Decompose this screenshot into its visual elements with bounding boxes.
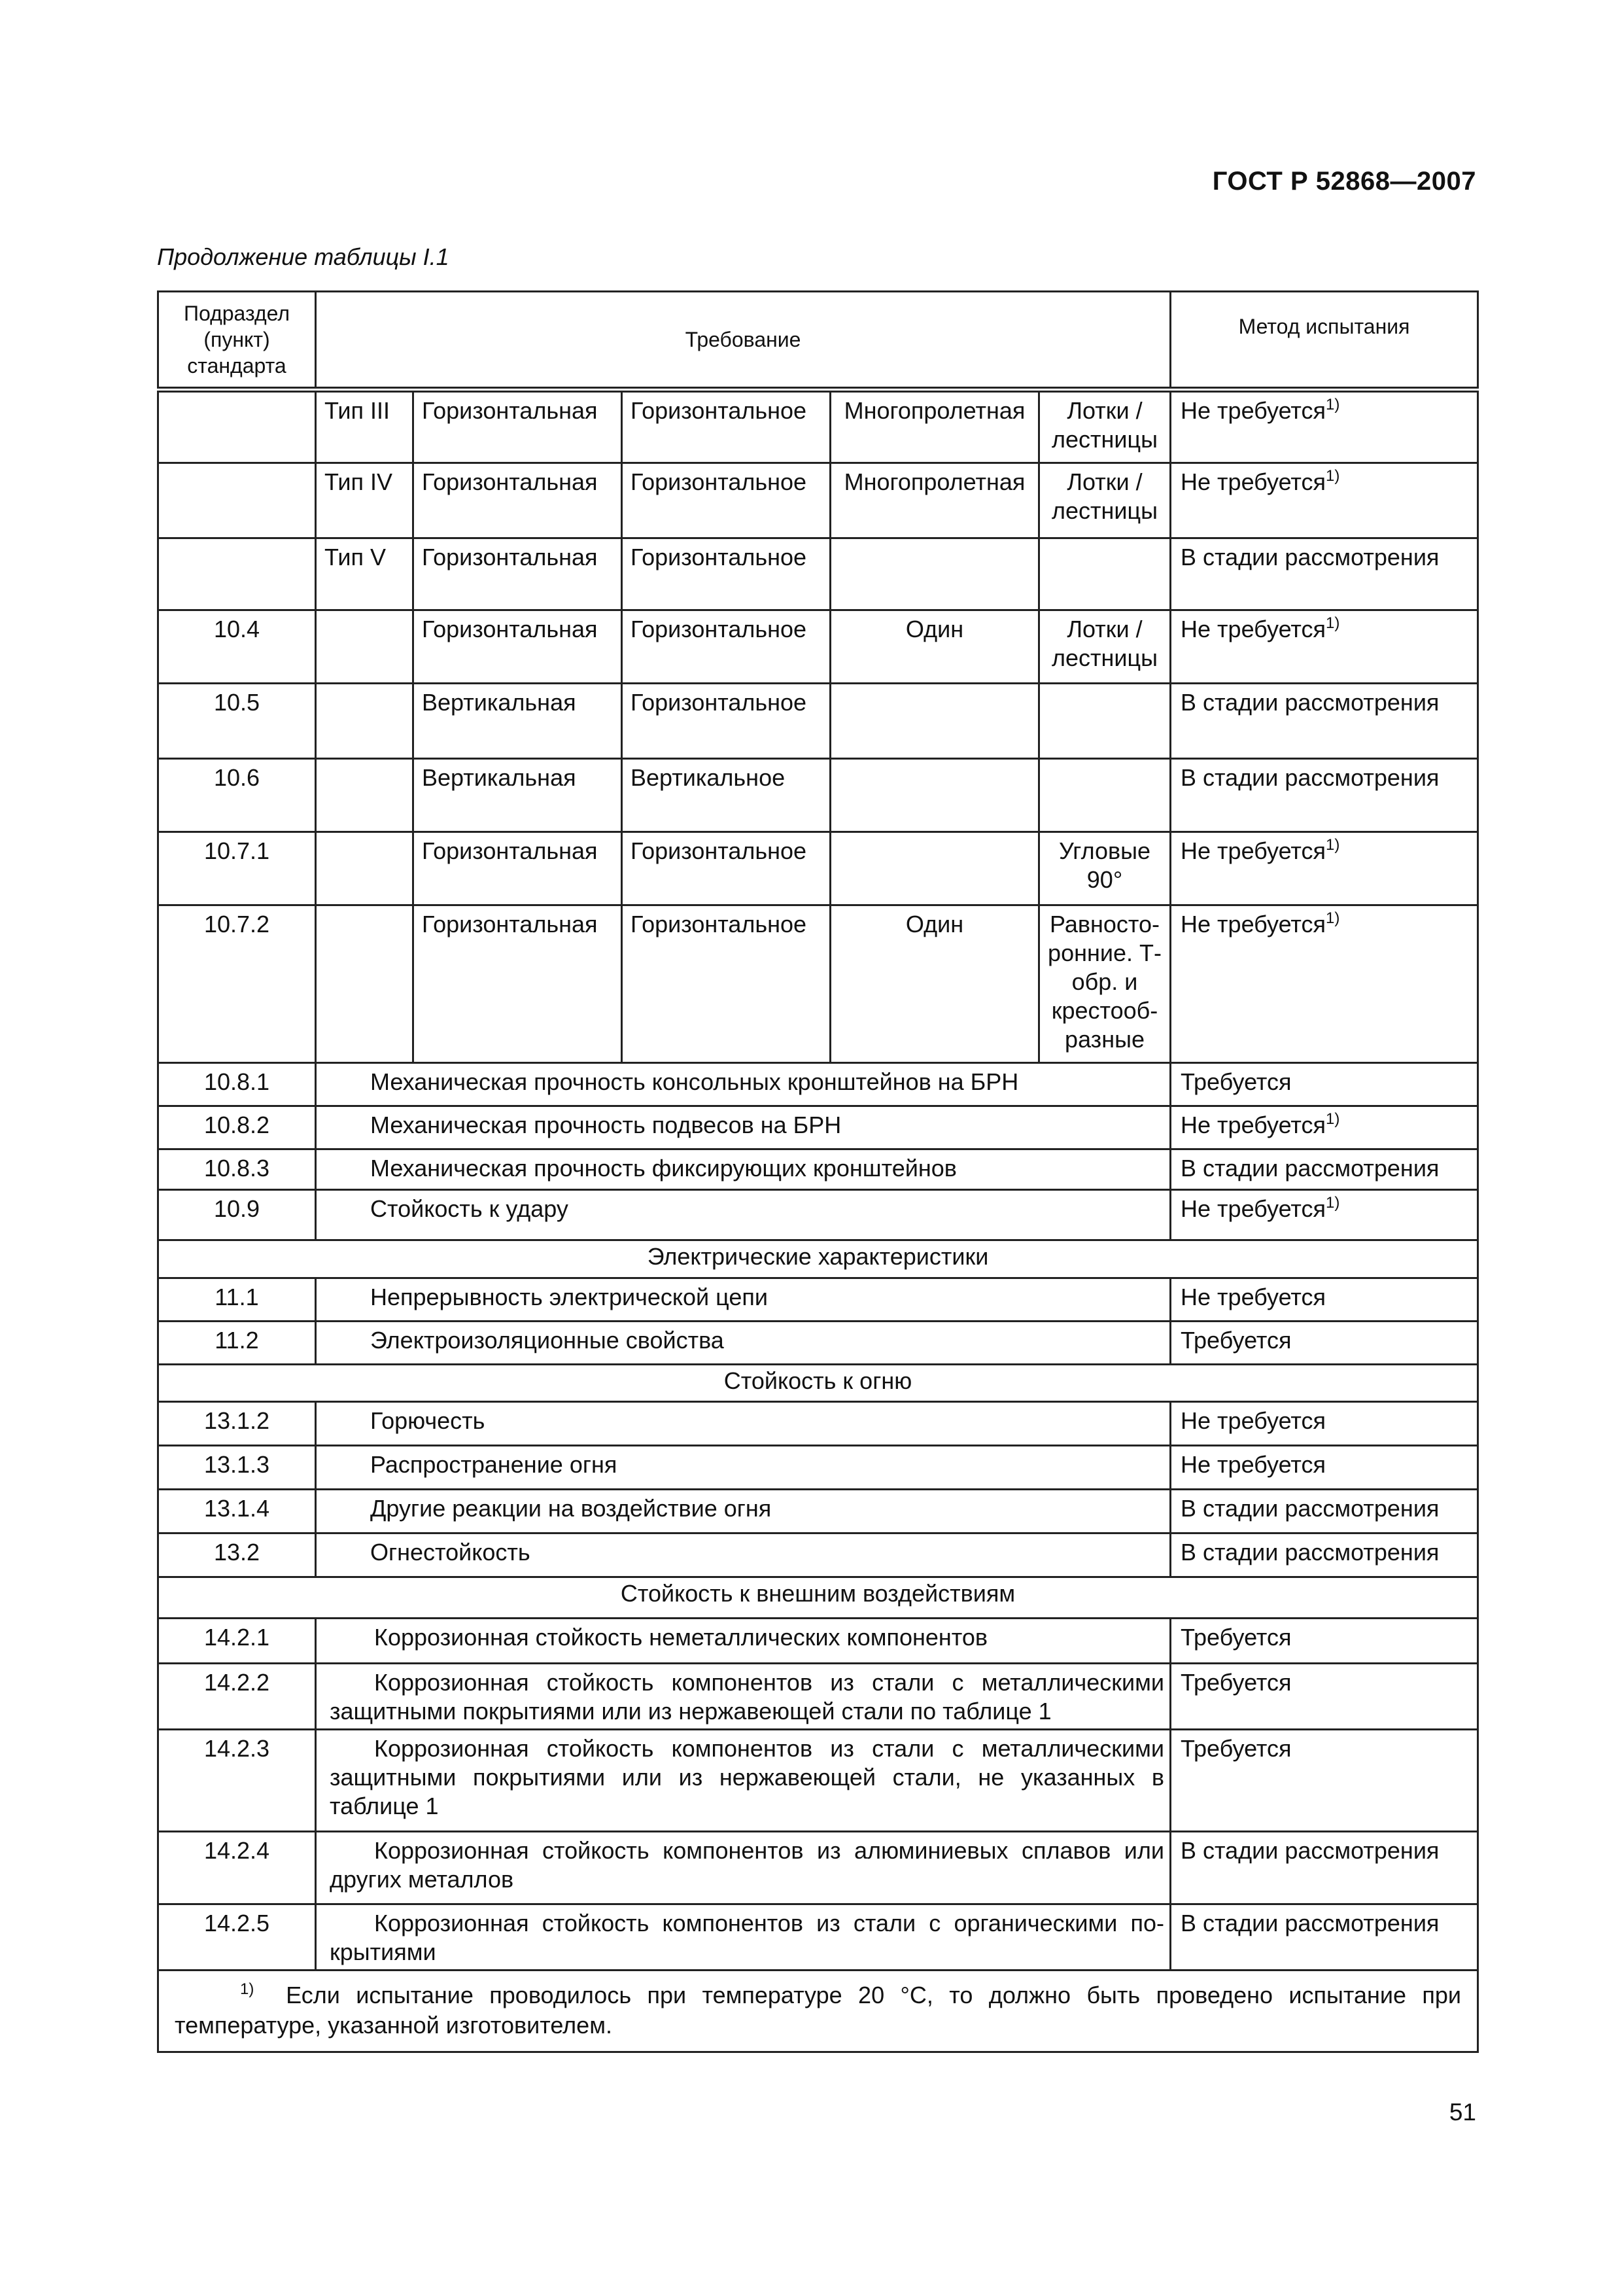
- table-row: [158, 684, 1478, 759]
- method-cell: [1171, 610, 1478, 684]
- footnote-cell: [158, 1971, 1478, 2052]
- method-cell: [1171, 1619, 1478, 1664]
- footnote-ref: 1): [1326, 396, 1340, 413]
- requirement-cell: Огнестойкость: [316, 1533, 1171, 1577]
- cable-orientation-cell: Горизонтальная: [413, 610, 622, 684]
- header-requirement: Требование: [316, 292, 1171, 390]
- table-row: [158, 1619, 1478, 1664]
- subsection-cell: [158, 538, 316, 610]
- method-text: В стадии рассмотрения: [1181, 764, 1440, 791]
- cable-orientation-cell: Горизонтальная: [413, 463, 622, 538]
- section-header-row: [158, 1365, 1478, 1402]
- method-text: Требуется: [1181, 1624, 1292, 1651]
- installation-orientation-cell: Горизонтальное: [622, 538, 831, 610]
- component-cell: [1039, 684, 1171, 759]
- footnote-ref: 1): [1326, 1110, 1340, 1128]
- method-text: Не требуется: [1181, 1112, 1326, 1138]
- subsection-cell: 10.9: [158, 1190, 316, 1240]
- method-cell: [1171, 1446, 1478, 1490]
- method-text: В стадии рассмотрения: [1181, 544, 1440, 570]
- footnote-ref: 1): [1326, 836, 1340, 854]
- method-cell: [1171, 759, 1478, 832]
- header-method: Метод испытания: [1171, 292, 1478, 390]
- type-cell: [316, 832, 413, 905]
- method-cell: [1171, 1190, 1478, 1240]
- subsection-cell: 14.2.4: [158, 1832, 316, 1904]
- component-cell: Лотки / лестницы: [1039, 463, 1171, 538]
- component-cell: Равносто-ронние. Т-обр. и крестооб-разные: [1039, 905, 1171, 1063]
- cable-orientation-cell: Горизонтальная: [413, 905, 622, 1063]
- requirement-cell: Стойкость к удару: [316, 1190, 1171, 1240]
- table-row: [158, 1402, 1478, 1446]
- method-text: Требуется: [1181, 1327, 1292, 1354]
- method-text: Не требуется: [1181, 837, 1326, 864]
- type-cell: [316, 905, 413, 1063]
- method-cell: [1171, 463, 1478, 538]
- method-text: В стадии рассмотрения: [1181, 1910, 1440, 1936]
- span-cell: [831, 759, 1039, 832]
- table-row: [158, 1904, 1478, 1971]
- footnote-row: [158, 1971, 1478, 2052]
- table-row: [158, 538, 1478, 610]
- requirement-cell: Коррозионная стойкость компонентов из стали с органическими по-крытиями: [316, 1904, 1171, 1971]
- method-text: Не требуется: [1181, 1407, 1326, 1434]
- method-text: Не требуется: [1181, 1284, 1326, 1310]
- method-text: В стадии рассмотрения: [1181, 1539, 1440, 1566]
- cable-orientation-cell: Горизонтальная: [413, 832, 622, 905]
- footnote-ref: 1): [1326, 1194, 1340, 1212]
- section-header-row: [158, 1577, 1478, 1619]
- method-cell: [1171, 1730, 1478, 1832]
- component-cell: Лотки / лестницы: [1039, 610, 1171, 684]
- table-row: [158, 1832, 1478, 1904]
- method-text: В стадии рассмотрения: [1181, 1155, 1440, 1182]
- section-header-row: [158, 1240, 1478, 1278]
- cable-orientation-cell: Горизонтальная: [413, 538, 622, 610]
- component-cell: Лотки / лестницы: [1039, 390, 1171, 463]
- table-row: [158, 610, 1478, 684]
- subsection-cell: 14.2.3: [158, 1730, 316, 1832]
- footnote-ref: 1): [1326, 614, 1340, 632]
- subsection-cell: 13.1.2: [158, 1402, 316, 1446]
- requirement-cell: Механическая прочность фиксирующих кронштейнов: [316, 1149, 1171, 1190]
- requirement-cell: Электроизоляционные свойства: [316, 1322, 1171, 1365]
- installation-orientation-cell: Горизонтальное: [622, 832, 831, 905]
- type-cell: Тип V: [316, 538, 413, 610]
- subsection-cell: 13.2: [158, 1533, 316, 1577]
- requirement-cell: Другие реакции на воздействие огня: [316, 1490, 1171, 1533]
- section-title: Стойкость к огню: [158, 1365, 1478, 1402]
- subsection-cell: 11.2: [158, 1322, 316, 1365]
- method-cell: [1171, 1664, 1478, 1730]
- table-caption: Продолжение таблицы I.1: [157, 243, 449, 270]
- subsection-cell: 10.8.1: [158, 1063, 316, 1106]
- table-row: [158, 1533, 1478, 1577]
- table-row: [158, 1190, 1478, 1240]
- subsection-cell: [158, 390, 316, 463]
- document-code: ГОСТ Р 52868—2007: [1212, 167, 1476, 196]
- table-row: [158, 1063, 1478, 1106]
- requirement-cell: Распространение огня: [316, 1446, 1171, 1490]
- method-cell: [1171, 1106, 1478, 1149]
- span-cell: [831, 684, 1039, 759]
- subsection-cell: 10.7.2: [158, 905, 316, 1063]
- method-cell: [1171, 832, 1478, 905]
- table-row: [158, 1730, 1478, 1832]
- cable-orientation-cell: Вертикальная: [413, 759, 622, 832]
- method-text: В стадии рассмотрения: [1181, 1495, 1440, 1522]
- table-row: [158, 905, 1478, 1063]
- method-cell: [1171, 390, 1478, 463]
- table-header-row: [158, 292, 1478, 390]
- method-cell: [1171, 1832, 1478, 1904]
- installation-orientation-cell: Горизонтальное: [622, 610, 831, 684]
- footnote-ref: 1): [1326, 909, 1340, 927]
- table-row: [158, 1490, 1478, 1533]
- table-row: [158, 463, 1478, 538]
- requirement-cell: Коррозионная стойкость неметаллических компонентов: [316, 1619, 1171, 1664]
- method-text: В стадии рассмотрения: [1181, 1837, 1440, 1864]
- installation-orientation-cell: Горизонтальное: [622, 905, 831, 1063]
- type-cell: [316, 759, 413, 832]
- span-cell: [831, 832, 1039, 905]
- subsection-cell: 13.1.4: [158, 1490, 316, 1533]
- method-cell: [1171, 1904, 1478, 1971]
- footnote-ref: 1): [1326, 467, 1340, 485]
- method-text: Не требуется: [1181, 397, 1326, 424]
- component-cell: Угловые 90°: [1039, 832, 1171, 905]
- method-text: Не требуется: [1181, 1451, 1326, 1478]
- method-cell: [1171, 1149, 1478, 1190]
- method-text: В стадии рассмотрения: [1181, 689, 1440, 716]
- method-cell: [1171, 538, 1478, 610]
- method-cell: [1171, 1063, 1478, 1106]
- footnote-text: Если испытание проводилось при температуре 20 °С, то должно быть проведено испытание при температуре, указанной изготовителем.: [175, 1982, 1462, 2039]
- subsection-cell: 13.1.3: [158, 1446, 316, 1490]
- method-text: Требуется: [1181, 1735, 1292, 1762]
- cable-orientation-cell: Вертикальная: [413, 684, 622, 759]
- table-row: [158, 1322, 1478, 1365]
- table-row: [158, 1664, 1478, 1730]
- method-text: Требуется: [1181, 1669, 1292, 1696]
- method-cell: [1171, 1278, 1478, 1322]
- type-cell: Тип IV: [316, 463, 413, 538]
- table-row: [158, 759, 1478, 832]
- installation-orientation-cell: Горизонтальное: [622, 390, 831, 463]
- page-number: 51: [1449, 2099, 1476, 2126]
- requirements-table: [157, 290, 1479, 2053]
- method-cell: [1171, 1402, 1478, 1446]
- method-text: Не требуется: [1181, 1195, 1326, 1222]
- subsection-cell: 14.2.1: [158, 1619, 316, 1664]
- method-text: Не требуется: [1181, 616, 1326, 642]
- requirement-cell: Горючесть: [316, 1402, 1171, 1446]
- section-title: Электрические характеристики: [158, 1240, 1478, 1278]
- component-cell: [1039, 538, 1171, 610]
- requirement-cell: Коррозионная стойкость компонентов из стали с металлическими защитными покрытиями или из нержавеющей стали по таблице 1: [316, 1664, 1171, 1730]
- requirement-cell: Механическая прочность подвесов на БРН: [316, 1106, 1171, 1149]
- span-cell: Многопролетная: [831, 390, 1039, 463]
- method-cell: [1171, 684, 1478, 759]
- span-cell: Многопролетная: [831, 463, 1039, 538]
- subsection-cell: 10.8.2: [158, 1106, 316, 1149]
- type-cell: Тип III: [316, 390, 413, 463]
- table-row: [158, 832, 1478, 905]
- subsection-cell: 10.4: [158, 610, 316, 684]
- cable-orientation-cell: Горизонтальная: [413, 390, 622, 463]
- header-subsection: Подраздел (пункт) стандарта: [158, 292, 316, 390]
- requirement-cell: Непрерывность электрической цепи: [316, 1278, 1171, 1322]
- subsection-cell: 10.8.3: [158, 1149, 316, 1190]
- method-text: Не требуется: [1181, 468, 1326, 495]
- table-row: [158, 1278, 1478, 1322]
- method-cell: [1171, 1533, 1478, 1577]
- subsection-cell: 11.1: [158, 1278, 316, 1322]
- span-cell: Один: [831, 610, 1039, 684]
- subsection-cell: 14.2.5: [158, 1904, 316, 1971]
- span-cell: Один: [831, 905, 1039, 1063]
- requirement-cell: Коррозионная стойкость компонентов из стали с металлическими защитными покрытиями или из нержавеющей стали, не указанных в таблице 1: [316, 1730, 1171, 1832]
- subsection-cell: 10.6: [158, 759, 316, 832]
- subsection-cell: 10.7.1: [158, 832, 316, 905]
- method-text: Требуется: [1181, 1068, 1292, 1095]
- method-text: Не требуется: [1181, 911, 1326, 937]
- type-cell: [316, 684, 413, 759]
- table-row: [158, 1106, 1478, 1149]
- section-title: Стойкость к внешним воздействиям: [158, 1577, 1478, 1619]
- table-row: [158, 390, 1478, 463]
- method-cell: [1171, 905, 1478, 1063]
- subsection-cell: 10.5: [158, 684, 316, 759]
- table-row: [158, 1446, 1478, 1490]
- installation-orientation-cell: Горизонтальное: [622, 463, 831, 538]
- subsection-cell: [158, 463, 316, 538]
- footnote-mark: 1): [240, 1980, 254, 1998]
- span-cell: [831, 538, 1039, 610]
- requirement-cell: Коррозионная стойкость компонентов из алюминиевых сплавов или других металлов: [316, 1832, 1171, 1904]
- component-cell: [1039, 759, 1171, 832]
- method-cell: [1171, 1490, 1478, 1533]
- method-cell: [1171, 1322, 1478, 1365]
- table-row: [158, 1149, 1478, 1190]
- installation-orientation-cell: Вертикальное: [622, 759, 831, 832]
- type-cell: [316, 610, 413, 684]
- subsection-cell: 14.2.2: [158, 1664, 316, 1730]
- requirement-cell: Механическая прочность консольных кронштейнов на БРН: [316, 1063, 1171, 1106]
- installation-orientation-cell: Горизонтальное: [622, 684, 831, 759]
